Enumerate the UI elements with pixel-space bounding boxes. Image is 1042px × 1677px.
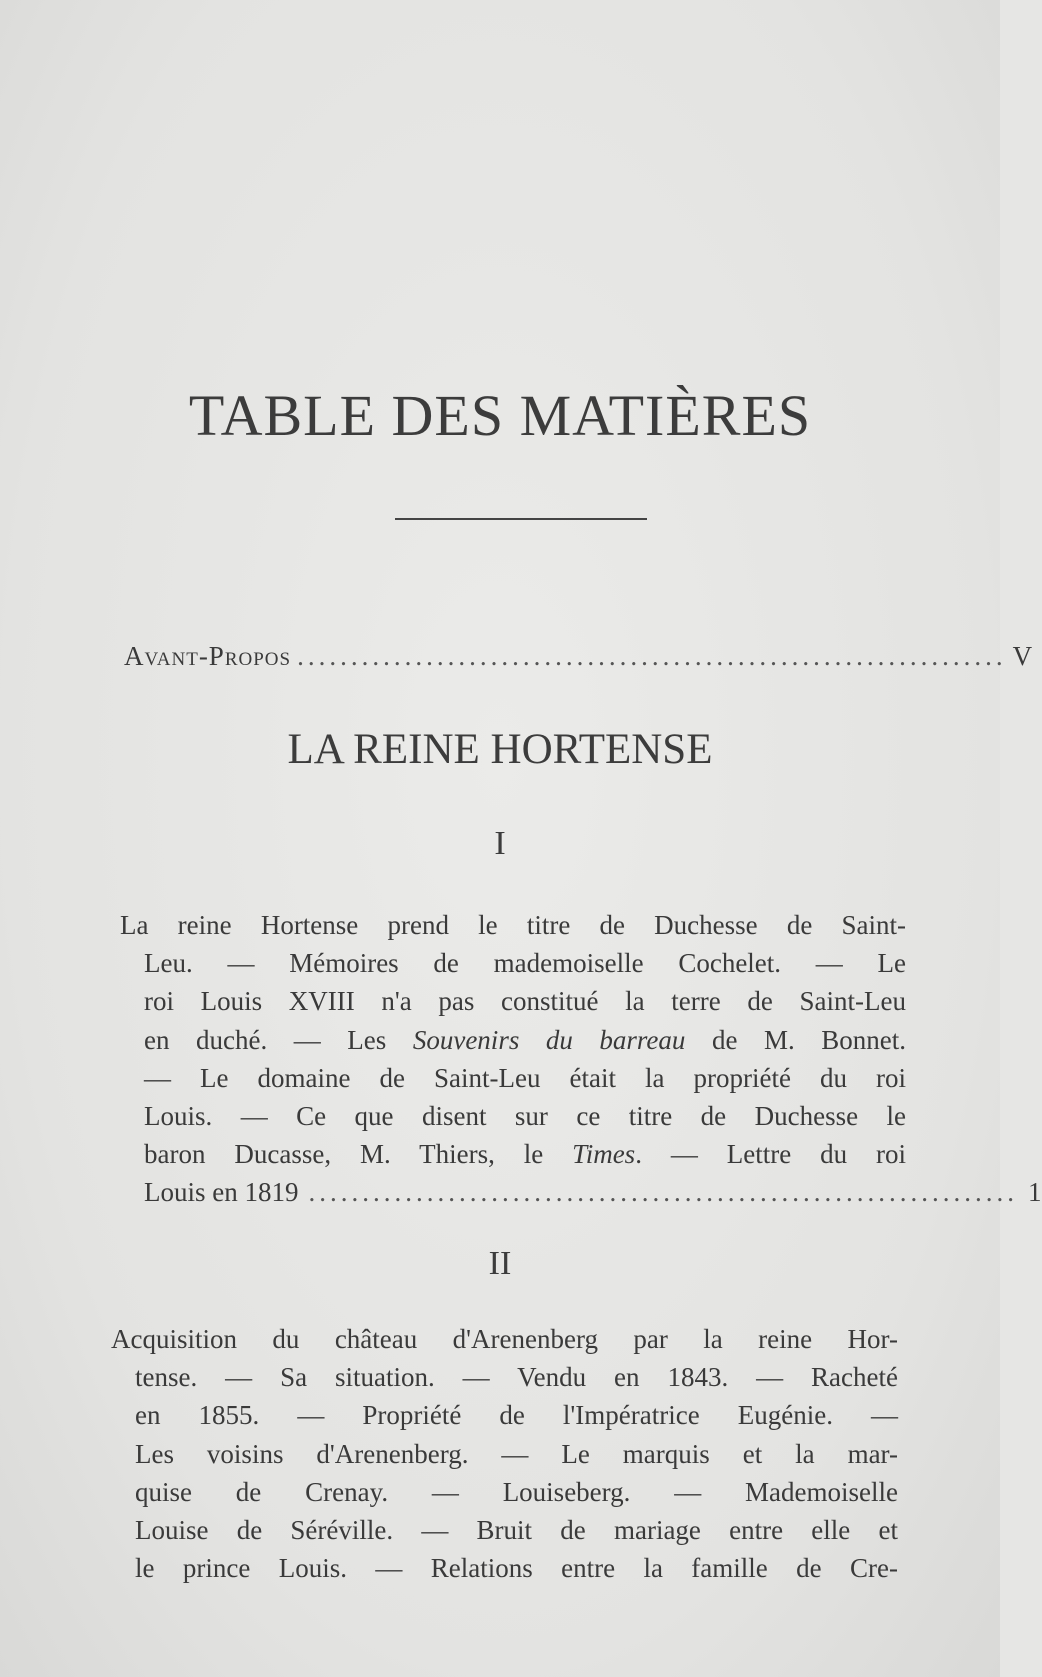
summary-line	[120, 1021, 906, 1059]
summary-text: baron Ducasse, M. Thiers, le	[144, 1139, 573, 1170]
leader-dots: ..................................................................	[297, 641, 1007, 671]
italic-title: Times	[572, 1139, 636, 1170]
summary-line: en 1855. — Propriété de l'Impératrice Eugénie. —	[135, 1400, 898, 1431]
title-rule	[395, 518, 647, 520]
toc-entry-label: Avant-Propos	[124, 641, 292, 671]
summary-line	[120, 1135, 906, 1173]
summary-text: de M. Bonnet.	[685, 1024, 907, 1055]
section-title: LA REINE HORTENSE	[287, 726, 713, 773]
chapter-2-summary	[111, 1320, 898, 1587]
summary-line: Leu. — Mémoires de mademoiselle Cochelet. — Le	[144, 948, 906, 979]
chapter-numeral-2: II	[488, 1245, 512, 1282]
summary-text: en duché. — Les	[144, 1024, 413, 1055]
chapter-1-summary	[120, 906, 1042, 1212]
summary-line: Louis. — Ce que disent sur ce titre de Duchesse le	[144, 1101, 906, 1132]
toc-page-number: V	[1012, 641, 1033, 671]
summary-line: roi Louis XVIII n'a pas constitué la terre de Saint-Leu	[144, 986, 906, 1017]
toc-entry-avant-propos	[124, 641, 1033, 672]
summary-text: . — Lettre du roi	[635, 1139, 906, 1170]
summary-line: tense. — Sa situation. — Vendu en 1843. — Racheté	[135, 1362, 898, 1393]
summary-line: le prince Louis. — Relations entre la famille de Cre-	[135, 1553, 898, 1584]
summary-line: Acquisition du château d'Arenenberg par la reine Hor-	[111, 1324, 898, 1354]
summary-line: La reine Hortense prend le titre de Duchesse de Saint-	[120, 910, 906, 940]
summary-line: Louise de Séréville. — Bruit de mariage entre elle et	[135, 1515, 898, 1546]
summary-line: Les voisins d'Arenenberg. — Le marquis et la mar-	[135, 1438, 898, 1469]
summary-line: — Le domaine de Saint-Leu était la propriété du roi	[144, 1062, 906, 1093]
summary-text: Louis en 1819	[144, 1177, 299, 1208]
chapter-numeral-1: I	[494, 825, 506, 862]
toc-page-number: 1	[1028, 1177, 1042, 1208]
leader-dots: ..................................................................	[308, 1177, 1018, 1208]
summary-line	[120, 1173, 1042, 1211]
italic-title: Souvenirs du barreau	[412, 1024, 686, 1055]
summary-line: quise de Crenay. — Louiseberg. — Mademoiselle	[135, 1476, 898, 1507]
page-title: TABLE DES MATIÈRES	[188, 383, 812, 448]
